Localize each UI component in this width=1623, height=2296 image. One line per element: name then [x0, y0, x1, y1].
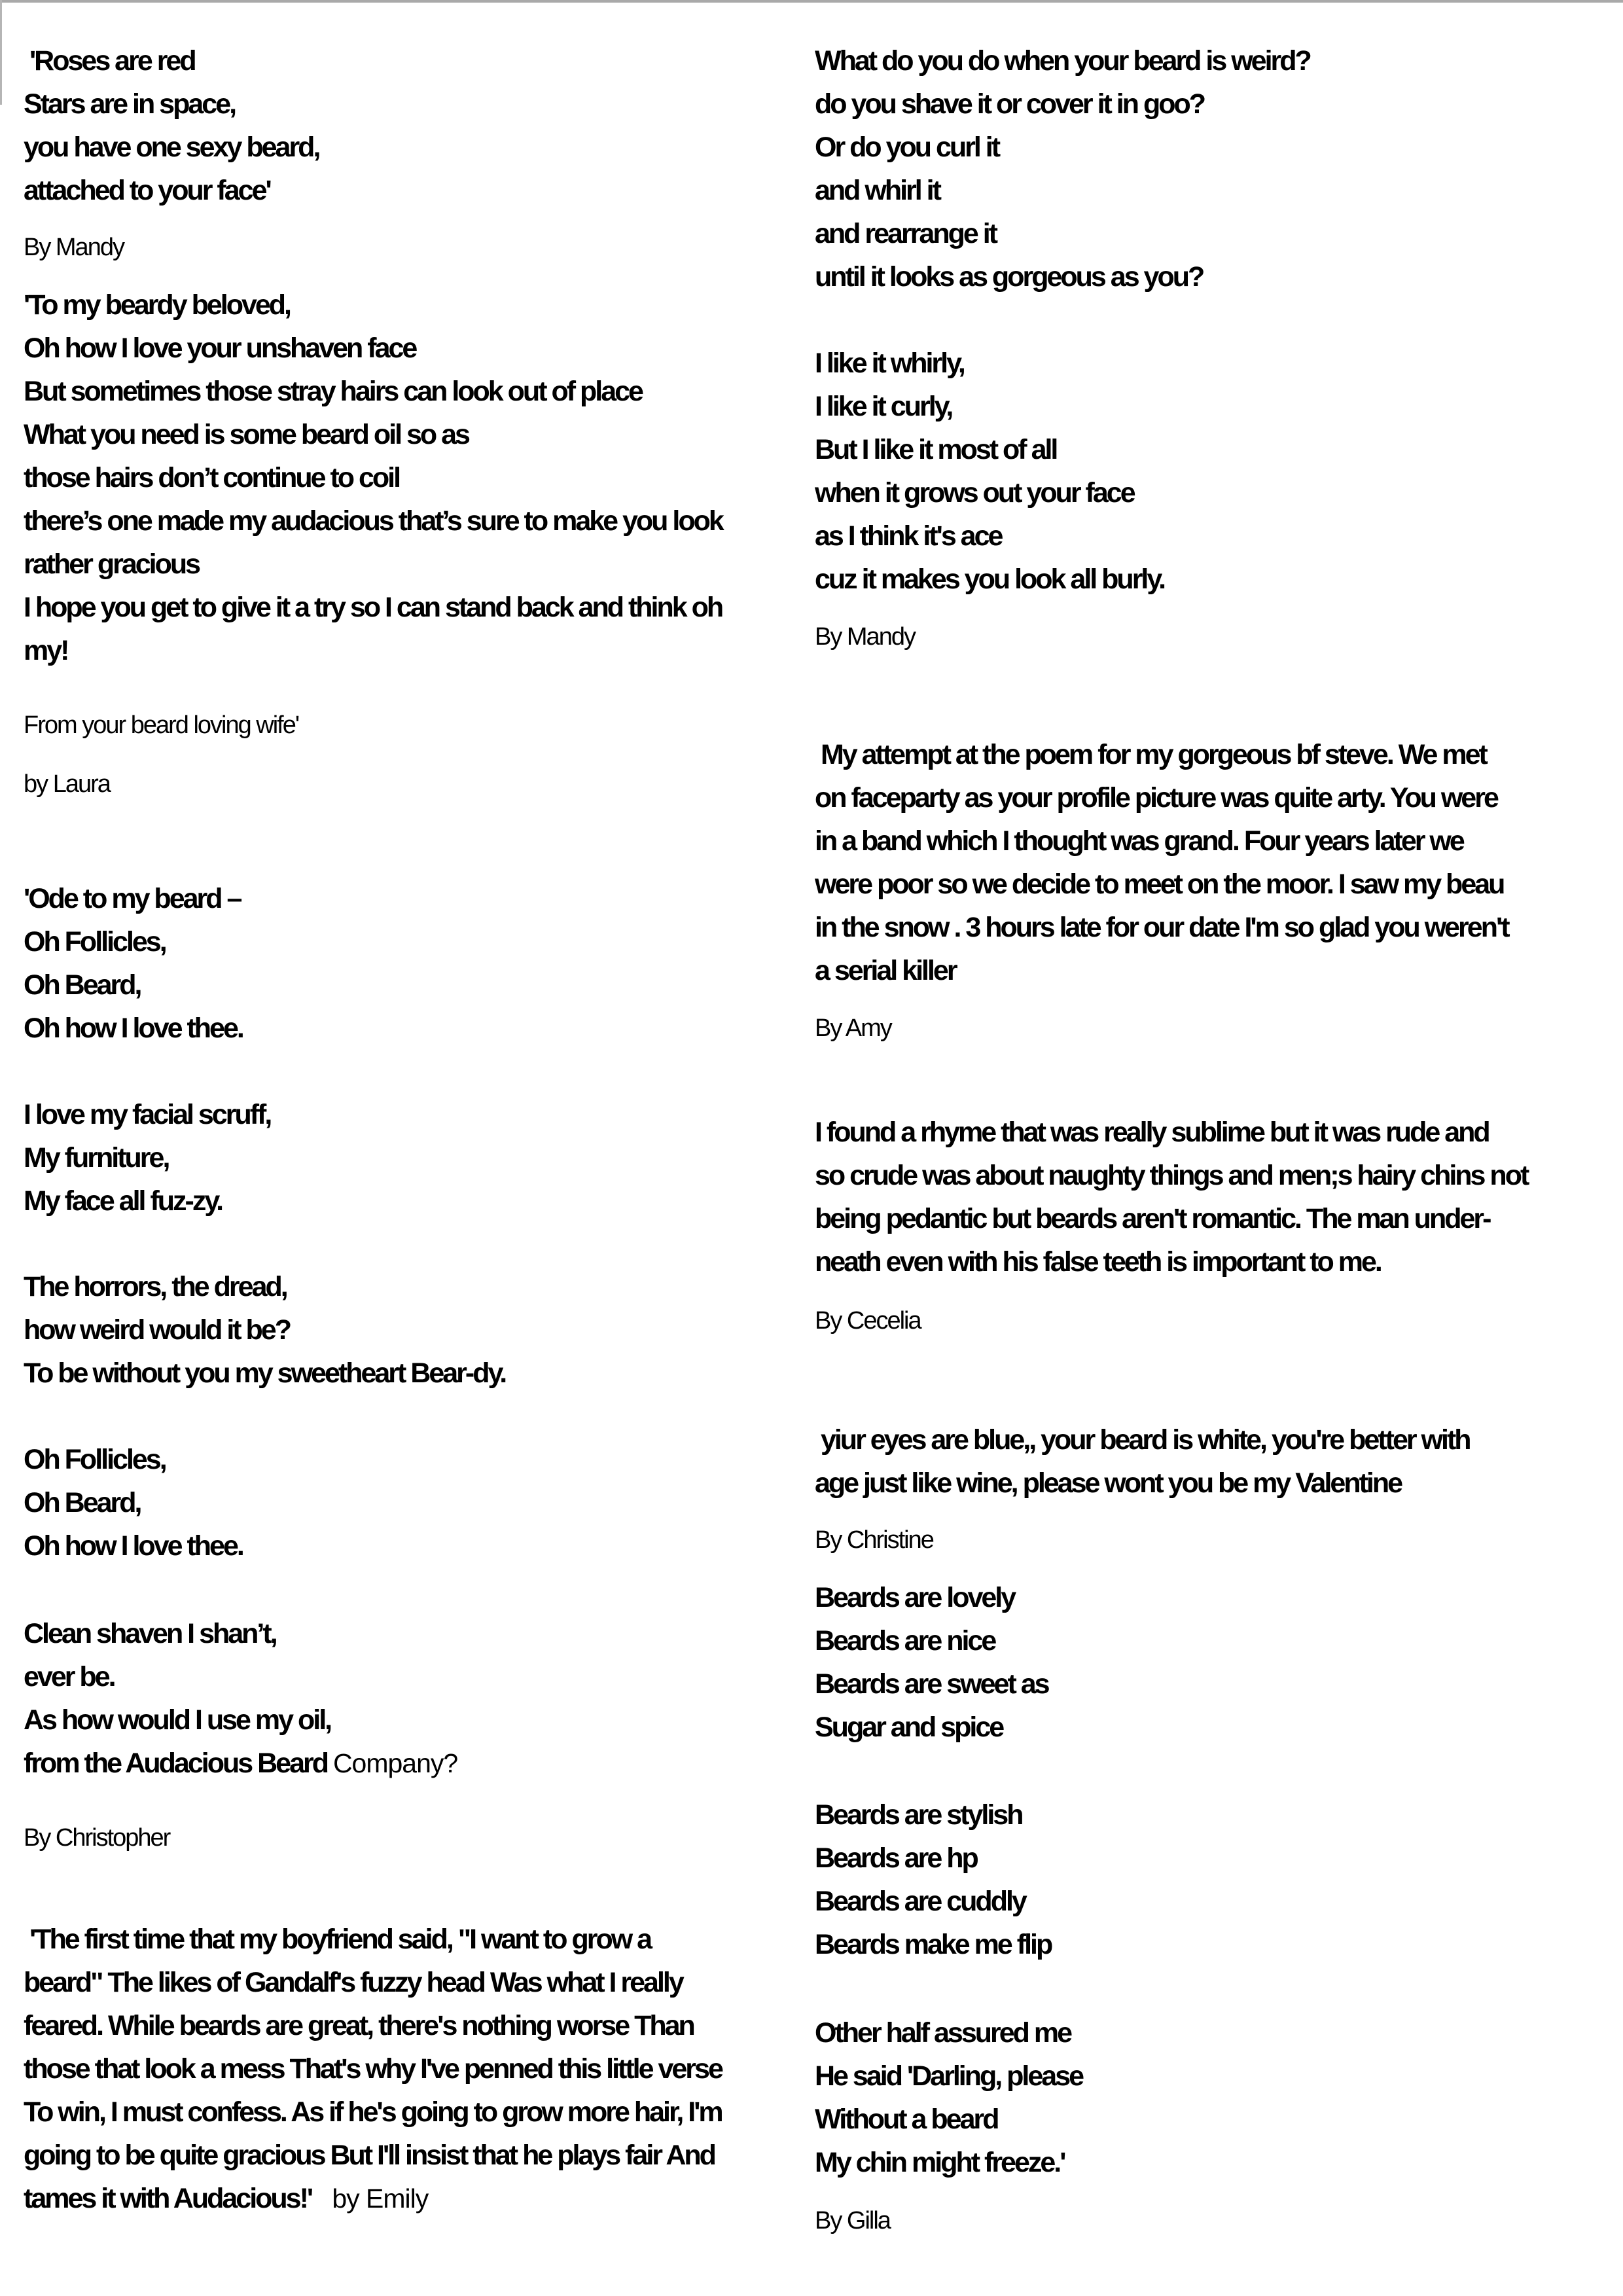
stanza-gap: [24, 747, 802, 762]
stanza-gap: [24, 269, 802, 283]
stanza-gap: [815, 601, 1613, 615]
stanza-gap: [815, 1050, 1613, 1111]
poem-line: attached to your face': [24, 175, 270, 206]
poem-line: Beards are lovely: [815, 1582, 1015, 1613]
poem-line: Beards are nice: [815, 1625, 995, 1657]
poem-line: My furniture,: [24, 1142, 169, 1174]
stanza-gap: [815, 1749, 1613, 1793]
stanza-gap: [815, 2184, 1613, 2199]
stanza-gap: [24, 212, 802, 226]
stanza-gap: [815, 298, 1613, 342]
poem-line: yiur eyes are blue,, your beard is white, you're better with: [815, 1424, 1470, 1456]
stanza-gap: [24, 806, 802, 877]
poem-line: 'To my beardy beloved,: [24, 289, 290, 321]
poem-line: age just like wine, please wont you be my Valentine: [815, 1467, 1402, 1499]
poem-byline: By Amy: [815, 1014, 891, 1042]
poem-byline: By Gilla: [815, 2207, 890, 2234]
poem-line-alt-segment: Company?: [332, 1748, 458, 1778]
stanza-gap: [815, 658, 1613, 733]
poem-line: in a band which I thought was grand. Four years later we: [815, 825, 1463, 857]
stanza-gap: [24, 1395, 802, 1438]
poem-line: Oh how I love thee.: [24, 1013, 243, 1044]
poem-line: Oh Follicles,: [24, 926, 166, 958]
stanza-gap: [24, 1785, 802, 1816]
poem-line: there’s one made my audacious that’s sure to make you look: [24, 505, 722, 537]
poem-byline: By Cecelia: [815, 1307, 921, 1335]
poem-line: Stars are in space,: [24, 88, 236, 120]
poem-line: Oh Follicles,: [24, 1444, 166, 1475]
stanza-gap: [815, 1505, 1613, 1518]
poem-line: To be without you my sweetheart Bear-dy.: [24, 1357, 506, 1389]
stanza-gap: [815, 1283, 1613, 1299]
window-left-edge: [0, 0, 2, 105]
poem-line: But I like it most of all: [815, 434, 1057, 465]
poem-byline: From your beard loving wife': [24, 711, 299, 739]
poem-line: those hairs don’t continue to coil: [24, 462, 400, 493]
stanza-gap: [24, 1223, 802, 1265]
poem-line: 'Ode to my beard –: [24, 883, 241, 914]
stanza-gap: [815, 1562, 1613, 1576]
poem-line: beard" The likes of Gandalf's fuzzy head Was what I really: [24, 1967, 683, 1998]
poem-line: being pedantic but beards aren't romantic. The man under-: [815, 1203, 1490, 1234]
poem-line: But sometimes those stray hairs can look out of place: [24, 376, 642, 407]
poem-line: you have one sexy beard,: [24, 132, 319, 163]
stanza-gap: [24, 1568, 802, 1612]
poem-byline: By Mandy: [24, 234, 124, 261]
poem-line: in the snow . 3 hours late for our date I'm so glad you weren't: [815, 912, 1508, 943]
poem-line: Oh Beard,: [24, 969, 141, 1001]
poem-line: I found a rhyme that was really sublime but it was rude and: [815, 1117, 1489, 1148]
poem-line: My attempt at the poem for my gorgeous bf steve. We met: [815, 739, 1486, 770]
stanza-gap: [24, 1050, 802, 1093]
poem-line: on faceparty as your profile picture was quite arty. You were: [815, 782, 1497, 814]
stanza-gap: [815, 1342, 1613, 1418]
poem-line: Oh how I love your unshaven face: [24, 332, 416, 364]
poem-line: I love my facial scruff,: [24, 1099, 271, 1130]
poem-line: As how would I use my oil,: [24, 1704, 331, 1736]
poem-line: neath even with his false teeth is important to me.: [815, 1246, 1381, 1278]
poem-line: 'The first time that my boyfriend said, "I want to grow a: [24, 1924, 651, 1955]
poem-line: [24, 1742, 802, 1785]
poem-line: Beards make me flip: [815, 1929, 1052, 1960]
poem-line: My face all fuz-zy.: [24, 1185, 223, 1217]
poem-byline: by Laura: [24, 770, 110, 798]
poem-line: I like it whirly,: [815, 348, 964, 379]
stanza-gap: [815, 1966, 1613, 2011]
poem-line: do you shave it or cover it in goo?: [815, 88, 1205, 120]
poem-line: going to be quite gracious But I'll insist that he plays fair And: [24, 2140, 715, 2171]
poem-byline: By Christopher: [24, 1824, 170, 1852]
poem-line: how weird would it be?: [24, 1314, 290, 1346]
poem-line: ever be.: [24, 1661, 115, 1693]
poem-line: What you need is some beard oil so as: [24, 419, 469, 450]
poem-line: [24, 2177, 802, 2220]
poem-line-segment: tames it with Audacious!': [24, 2183, 312, 2214]
poem-line: What do you do when your beard is weird?: [815, 45, 1310, 77]
poem-line: cuz it makes you look all burly.: [815, 564, 1165, 595]
poem-line: Oh Beard,: [24, 1487, 141, 1518]
poems-column-right: [815, 0, 1613, 2242]
poem-line: Other half assured me: [815, 2017, 1071, 2049]
poem-line: Oh how I love thee.: [24, 1530, 243, 1562]
poems-column-left: [24, 0, 802, 2220]
poem-line: I hope you get to give it a try so I can stand back and think oh: [24, 592, 722, 623]
stanza-gap: [815, 992, 1613, 1007]
poem-line: 'Roses are red: [24, 45, 195, 77]
poem-line: Beards are cuddly: [815, 1886, 1026, 1917]
poem-line: feared. While beards are great, there's nothing worse Than: [24, 2010, 694, 2041]
poem-line: Without a beard: [815, 2104, 998, 2135]
poem-line: To win, I must confess. As if he's going to grow more hair, I'm: [24, 2096, 722, 2128]
poem-line-alt-segment: by Emily: [312, 2183, 429, 2214]
stanza-gap: [24, 1859, 802, 1918]
poem-line: those that look a mess That's why I've penned this little verse: [24, 2053, 722, 2085]
poem-line: when it grows out your face: [815, 477, 1134, 509]
poem-line: until it looks as gorgeous as you?: [815, 261, 1204, 293]
poem-line: a serial killer: [815, 955, 956, 986]
poem-line: My chin might freeze.': [815, 2147, 1065, 2178]
poem-line: Beards are stylish: [815, 1799, 1022, 1831]
poem-byline: By Mandy: [815, 623, 915, 651]
poem-line: I like it curly,: [815, 391, 952, 422]
poem-line: He said 'Darling, please: [815, 2060, 1083, 2092]
stanza-gap: [24, 672, 802, 704]
poem-byline: By Christine: [815, 1526, 933, 1554]
poem-line: Beards are hp: [815, 1842, 977, 1874]
poem-line: so crude was about naughty things and men;s hairy chins not: [815, 1160, 1528, 1191]
poem-line: Beards are sweet as: [815, 1668, 1048, 1700]
poem-line: my!: [24, 635, 68, 666]
poem-line: as I think it's ace: [815, 520, 1002, 552]
poem-line: and rearrange it: [815, 218, 996, 249]
poem-line: and whirl it: [815, 175, 940, 206]
poem-line: The horrors, the dread,: [24, 1271, 287, 1302]
poem-line: were poor so we decide to meet on the moor. I saw my beau: [815, 869, 1504, 900]
poem-line: Clean shaven I shan’t,: [24, 1618, 276, 1649]
poem-line: Or do you curl it: [815, 132, 999, 163]
poem-line: rather gracious: [24, 548, 200, 580]
poem-line: Sugar and spice: [815, 1712, 1003, 1743]
poem-line-segment: from the Audacious Beard: [24, 1748, 333, 1779]
